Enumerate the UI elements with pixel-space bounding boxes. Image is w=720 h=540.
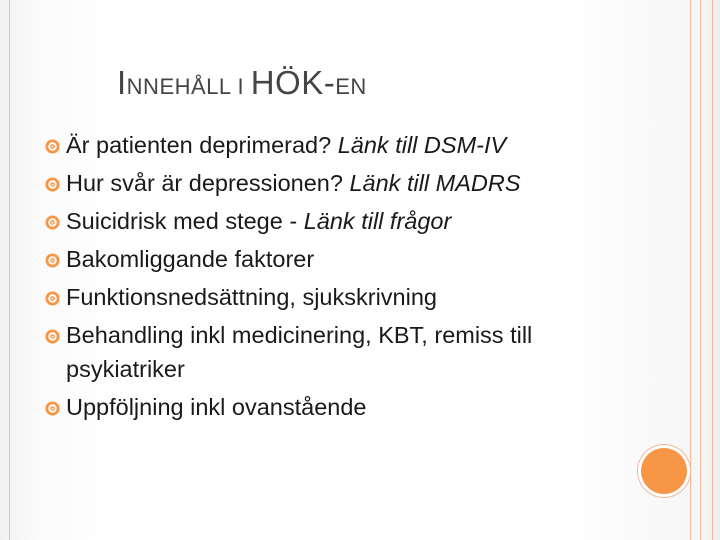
bullet-text: Är patienten deprimerad? — [66, 132, 338, 158]
bullet-item — [44, 204, 644, 242]
bullet-text: Uppföljning inkl ovanstående — [66, 394, 367, 420]
decorative-circle — [641, 448, 687, 494]
title-suffix: EN — [335, 74, 367, 99]
gear-circle-icon — [45, 215, 60, 230]
slide-title — [117, 64, 367, 102]
bullet-text: Bakomliggande faktorer — [66, 246, 315, 272]
gear-circle-icon — [45, 401, 60, 416]
bullet-item — [44, 390, 644, 428]
bullet-text: Funktionsnedsättning, sjukskrivning — [66, 284, 437, 310]
bullet-item — [44, 128, 644, 166]
gear-circle-icon — [45, 329, 60, 344]
bullet-item — [44, 318, 644, 390]
bullet-text: Hur svår är depressionen? — [66, 170, 350, 196]
bullet-item — [44, 166, 644, 204]
gear-circle-icon — [45, 291, 60, 306]
gear-circle-icon — [45, 253, 60, 268]
title-initial: I — [117, 64, 127, 101]
bullet-link[interactable]: Länk till frågor — [303, 208, 452, 234]
title-acronym: HÖK- — [250, 64, 336, 101]
frame-line-right — [690, 0, 691, 540]
frame-line-right-outer — [700, 0, 701, 540]
gear-circle-icon — [45, 177, 60, 192]
gear-circle-icon — [45, 139, 60, 154]
bullet-text: Behandling inkl medicinering, KBT, remiss till psykiatriker — [66, 322, 533, 382]
bullet-link[interactable]: Länk till MADRS — [349, 170, 521, 196]
bullet-text: Suicidrisk med stege - — [66, 208, 304, 234]
bullet-item — [44, 280, 644, 318]
bullet-item — [44, 242, 644, 280]
bullet-list — [44, 128, 644, 428]
bullet-link[interactable]: Länk till DSM-IV — [337, 132, 507, 158]
title-word-1: NNEHÅLL I — [126, 74, 251, 99]
